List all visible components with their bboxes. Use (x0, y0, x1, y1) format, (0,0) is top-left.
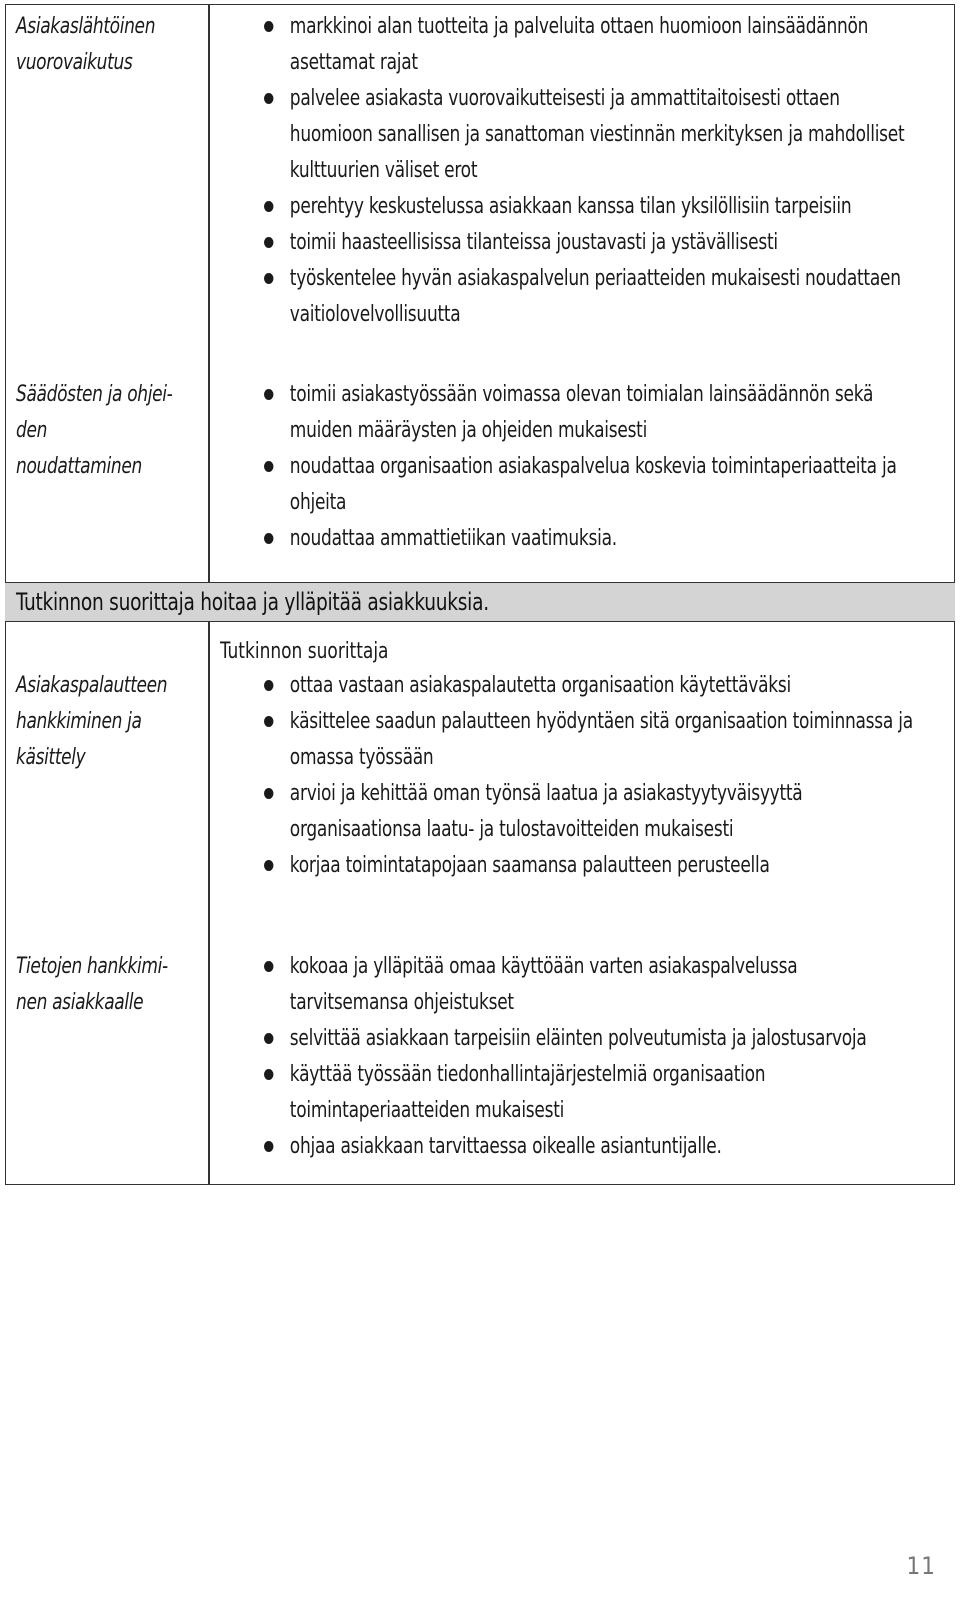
list-item: toimii asiakastyössään voimassa olevan toimialan lainsäädännön sekä muiden määräysten ja ohjeiden mukaisesti (264, 377, 918, 449)
bullet-icon (264, 961, 273, 972)
section-label-information-gathering: Tietojen hankkimi- nen asiakkaalle (16, 954, 168, 1015)
list-item: palvelee asiakasta vuorovaikutteisesti ja ammattitaitoisesti ottaen huomioon sanallisen ja sanattoman viestinnän merkityksen ja mahdolliset kulttuurien väliset erot (264, 81, 918, 189)
bullet-icon (264, 788, 273, 799)
bullet-icon (264, 237, 273, 248)
list-item: noudattaa ammattietiikan vaatimuksia. (264, 521, 918, 557)
section-list-regulations (264, 377, 918, 557)
section-label-customer-feedback: Asiakaspalautteen hankkiminen ja käsittely (16, 673, 168, 770)
list-item: työskentelee hyvän asiakaspalvelun periaatteiden mukaisesti noudattaen vaitiolovelvollisuutta (264, 261, 918, 333)
section-list-customer-feedback (264, 668, 918, 884)
section-heading: Tutkinnon suorittaja hoitaa ja ylläpitää asiakkuuksia. (16, 588, 489, 616)
page-number: 11 (906, 1552, 936, 1580)
bullet-icon (264, 860, 273, 871)
list-item: markkinoi alan tuotteita ja palveluita ottaen huomioon lainsäädännön asettamat rajat (264, 9, 918, 81)
list-item: selvittää asiakkaan tarpeisiin eläinten polveutumista ja jalostusarvoja (264, 1021, 918, 1057)
list-item: käyttää työssään tiedonhallintajärjestelmiä organisaation toimintaperiaatteiden mukaisesti (264, 1057, 918, 1129)
column-divider-bottom (208, 622, 210, 1185)
section-label-customer-interaction: Asiakaslähtöinen vuorovaikutus (16, 14, 156, 75)
bullet-icon (264, 461, 273, 472)
list-item: ohjaa asiakkaan tarvittaessa oikealle asiantuntijalle. (264, 1129, 918, 1165)
bullet-icon (264, 1069, 273, 1080)
list-item: käsittelee saadun palautteen hyödyntäen sitä organisaation toiminnassa ja omassa työssään (264, 704, 918, 776)
list-item: ottaa vastaan asiakaspalautetta organisaation käytettäväksi (264, 668, 918, 704)
list-item: noudattaa organisaation asiakaspalvelua koskevia toimintaperiaatteita ja ohjeita (264, 449, 918, 521)
bullet-icon (264, 1141, 273, 1152)
list-item: toimii haasteellisissa tilanteissa joustavasti ja ystävällisesti (264, 225, 918, 261)
bullet-icon (264, 273, 273, 284)
section-label-regulations: Säädösten ja ohjei- den noudattaminen (16, 382, 173, 479)
section-list-information-gathering (264, 949, 918, 1165)
bullet-icon (264, 533, 273, 544)
column-divider-top (208, 4, 210, 582)
bullet-icon (264, 1033, 273, 1044)
bullet-icon (264, 680, 273, 691)
bullet-icon (264, 93, 273, 104)
bullet-icon (264, 389, 273, 400)
intro-text: Tutkinnon suorittaja (220, 639, 389, 664)
bullet-icon (264, 716, 273, 727)
bullet-icon (264, 201, 273, 212)
list-item: arvioi ja kehittää oman työnsä laatua ja asiakastyytyväisyyttä organisaationsa laatu- ja tulostavoitteiden mukaisesti (264, 776, 918, 848)
bullet-icon (264, 21, 273, 32)
list-item: perehtyy keskustelussa asiakkaan kanssa tilan yksilöllisiin tarpeisiin (264, 189, 918, 225)
list-item: korjaa toimintatapojaan saamansa palautteen perusteella (264, 848, 918, 884)
section-list-customer-interaction (264, 9, 918, 333)
section-heading-bar (5, 582, 955, 622)
list-item: kokoaa ja ylläpitää omaa käyttöään varten asiakaspalvelussa tarvitsemansa ohjeistukset (264, 949, 918, 1021)
